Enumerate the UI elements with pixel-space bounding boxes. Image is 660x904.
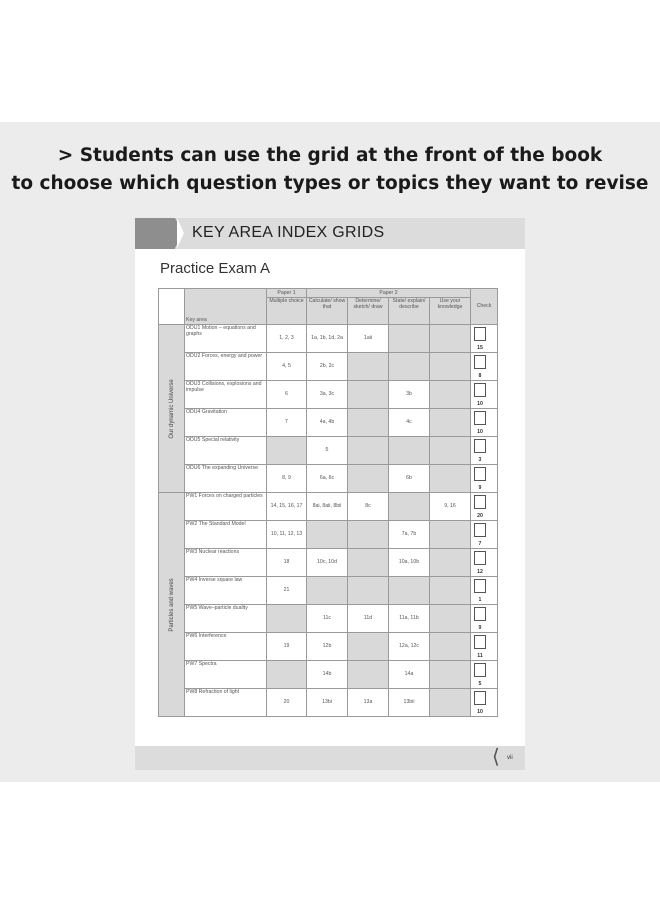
cell-det: 1aii — [348, 325, 389, 353]
cell-mc: 18 — [267, 549, 307, 577]
check-cell — [471, 409, 498, 437]
cell-mc: 21 — [267, 577, 307, 605]
paper2-header: Paper 2 — [307, 289, 471, 298]
header-chevron-gap — [177, 218, 184, 248]
check-cell — [471, 381, 498, 409]
cell-state — [389, 325, 430, 353]
check-cell — [471, 437, 498, 465]
question-count: 9 — [478, 624, 482, 631]
cell-calc: 6a, 6c — [307, 465, 348, 493]
caption-line-2: to choose which question types or topics they want to revise — [11, 173, 649, 194]
cell-state — [389, 577, 430, 605]
cell-use — [430, 353, 471, 381]
check-cell — [471, 605, 498, 633]
cell-det: 13a — [348, 689, 389, 717]
check-cell — [471, 689, 498, 717]
section-label: Particles and waves — [168, 577, 175, 632]
key-area-name: PW7 Spectra — [185, 661, 267, 689]
cell-state: 13bii — [389, 689, 430, 717]
cell-mc: 4, 5 — [267, 353, 307, 381]
checkbox[interactable] — [474, 635, 486, 649]
cell-use — [430, 549, 471, 577]
header-bar — [135, 218, 525, 249]
key-area-name: PW3 Nuclear reactions — [185, 549, 267, 577]
cell-det — [348, 577, 389, 605]
checkbox[interactable] — [474, 439, 486, 453]
col-determine: Determine/ sketch/ draw — [348, 298, 389, 325]
corner-cell — [159, 289, 185, 325]
cell-det: 11d — [348, 605, 389, 633]
cell-state: 4c — [389, 409, 430, 437]
table-row — [159, 493, 498, 521]
key-area-name: PW5 Wave–particle duality — [185, 605, 267, 633]
cell-det — [348, 661, 389, 689]
key-area-name: PW8 Refraction of light — [185, 689, 267, 717]
table-row — [159, 689, 498, 717]
header-dark-block — [135, 218, 175, 249]
question-count: 9 — [478, 484, 482, 491]
checkbox[interactable] — [474, 495, 486, 509]
check-cell — [471, 661, 498, 689]
index-grid — [158, 288, 498, 717]
cell-calc: 5 — [307, 437, 348, 465]
cell-state: 11a, 11b — [389, 605, 430, 633]
table-row — [159, 465, 498, 493]
cell-use — [430, 661, 471, 689]
question-count: 7 — [478, 540, 482, 547]
cell-mc — [267, 605, 307, 633]
checkbox[interactable] — [474, 411, 486, 425]
cell-use — [430, 437, 471, 465]
col-calculate: Calculate/ show that — [307, 298, 348, 325]
table-row — [159, 381, 498, 409]
cell-state — [389, 437, 430, 465]
cell-use — [430, 689, 471, 717]
check-cell — [471, 577, 498, 605]
key-area-name: PW6 Interference — [185, 633, 267, 661]
cell-state — [389, 353, 430, 381]
cell-mc: 6 — [267, 381, 307, 409]
question-count: 20 — [477, 512, 483, 519]
cell-use — [430, 577, 471, 605]
key-area-name: ODU1 Motion – equations and graphs — [185, 325, 267, 353]
cell-mc: 14, 15, 16, 17 — [267, 493, 307, 521]
cell-use — [430, 633, 471, 661]
table-row — [159, 353, 498, 381]
checkbox[interactable] — [474, 663, 486, 677]
paper1-header: Paper 1 — [267, 289, 307, 298]
key-area-name: ODU4 Gravitation — [185, 409, 267, 437]
cell-det — [348, 633, 389, 661]
check-cell — [471, 465, 498, 493]
check-cell — [471, 493, 498, 521]
cell-calc: 12b — [307, 633, 348, 661]
cell-det — [348, 353, 389, 381]
checkbox[interactable] — [474, 355, 486, 369]
checkbox[interactable] — [474, 327, 486, 341]
check-cell — [471, 549, 498, 577]
key-area-name: PW2 The Standard Model — [185, 521, 267, 549]
question-count: 8 — [478, 372, 482, 379]
question-count: 15 — [477, 344, 483, 351]
cell-use — [430, 465, 471, 493]
cell-calc: 10c, 10d — [307, 549, 348, 577]
col-use-knowledge: Use your knowledge — [430, 298, 471, 325]
section-label: Our dynamic Universe — [168, 378, 175, 439]
check-header: Check — [471, 289, 498, 325]
checkbox[interactable] — [474, 523, 486, 537]
checkbox[interactable] — [474, 467, 486, 481]
cell-use — [430, 381, 471, 409]
cell-calc: 3a, 3c — [307, 381, 348, 409]
cell-mc: 7 — [267, 409, 307, 437]
cell-det — [348, 549, 389, 577]
question-count: 5 — [478, 680, 482, 687]
cell-state: 7a, 7b — [389, 521, 430, 549]
col-multiple-choice: Multiple choice — [267, 298, 307, 325]
page-subtitle: Practice Exam A — [160, 260, 271, 277]
cell-mc — [267, 661, 307, 689]
cell-det: 8c — [348, 493, 389, 521]
checkbox[interactable] — [474, 551, 486, 565]
book-page — [135, 218, 525, 770]
cell-calc: 11c — [307, 605, 348, 633]
question-count: 12 — [477, 568, 483, 575]
cell-use — [430, 409, 471, 437]
cell-state: 10a, 10b — [389, 549, 430, 577]
question-count: 10 — [477, 400, 483, 407]
key-area-header: Key area — [185, 289, 267, 325]
cell-state — [389, 493, 430, 521]
caption — [0, 142, 660, 198]
cell-calc: 2b, 2c — [307, 353, 348, 381]
cell-state: 6b — [389, 465, 430, 493]
key-area-name: ODU6 The expanding Universe — [185, 465, 267, 493]
table-row — [159, 549, 498, 577]
cell-calc: 14b — [307, 661, 348, 689]
cell-use — [430, 605, 471, 633]
table-row — [159, 661, 498, 689]
cell-state: 12a, 12c — [389, 633, 430, 661]
cell-calc — [307, 521, 348, 549]
checkbox[interactable] — [474, 579, 486, 593]
cell-use: 9, 16 — [430, 493, 471, 521]
table-row — [159, 577, 498, 605]
cell-mc: 1, 2, 3 — [267, 325, 307, 353]
cell-calc: 4a, 4b — [307, 409, 348, 437]
section-our-dynamic-universe — [159, 325, 185, 493]
cell-mc — [267, 437, 307, 465]
footer-bar — [135, 746, 525, 770]
cell-calc — [307, 577, 348, 605]
cell-mc: 8, 9 — [267, 465, 307, 493]
checkbox[interactable] — [474, 383, 486, 397]
check-cell — [471, 521, 498, 549]
table-row — [159, 325, 498, 353]
cell-det — [348, 381, 389, 409]
header-title: KEY AREA INDEX GRIDS — [192, 224, 385, 241]
check-cell — [471, 353, 498, 381]
footer-chevron-icon: ⟨ — [492, 746, 500, 768]
col-state: State/ explain/ describe — [389, 298, 430, 325]
cell-mc: 20 — [267, 689, 307, 717]
cell-mc: 10, 11, 12, 13 — [267, 521, 307, 549]
cell-det — [348, 521, 389, 549]
question-count: 1 — [478, 596, 482, 603]
table-row — [159, 633, 498, 661]
page-number: vii — [507, 755, 513, 761]
section-particles-and-waves — [159, 493, 185, 717]
key-area-name: ODU3 Collisions, explosions and impulse — [185, 381, 267, 409]
table-row — [159, 409, 498, 437]
key-area-name: ODU2 Forces, energy and power — [185, 353, 267, 381]
cell-calc: 13bi — [307, 689, 348, 717]
question-count: 10 — [477, 708, 483, 715]
caption-line-1: > Students can use the grid at the front of the book — [57, 145, 603, 166]
cell-calc: 8ai, 8aii, 8bii — [307, 493, 348, 521]
check-cell — [471, 633, 498, 661]
cell-det — [348, 465, 389, 493]
cell-det — [348, 409, 389, 437]
cell-state: 3b — [389, 381, 430, 409]
table-row — [159, 605, 498, 633]
key-area-name: PW1 Forces on charged particles — [185, 493, 267, 521]
key-area-name: PW4 Inverse square law — [185, 577, 267, 605]
question-count: 10 — [477, 428, 483, 435]
cell-det — [348, 437, 389, 465]
question-count: 11 — [477, 652, 483, 659]
checkbox[interactable] — [474, 607, 486, 621]
table-row — [159, 437, 498, 465]
cell-use — [430, 521, 471, 549]
cell-state: 14a — [389, 661, 430, 689]
key-area-name: ODU5 Special relativity — [185, 437, 267, 465]
checkbox[interactable] — [474, 691, 486, 705]
cell-use — [430, 325, 471, 353]
cell-mc: 19 — [267, 633, 307, 661]
cell-calc: 1a, 1b, 1d, 2a — [307, 325, 348, 353]
question-count: 3 — [478, 456, 482, 463]
check-cell — [471, 325, 498, 353]
table-row — [159, 521, 498, 549]
